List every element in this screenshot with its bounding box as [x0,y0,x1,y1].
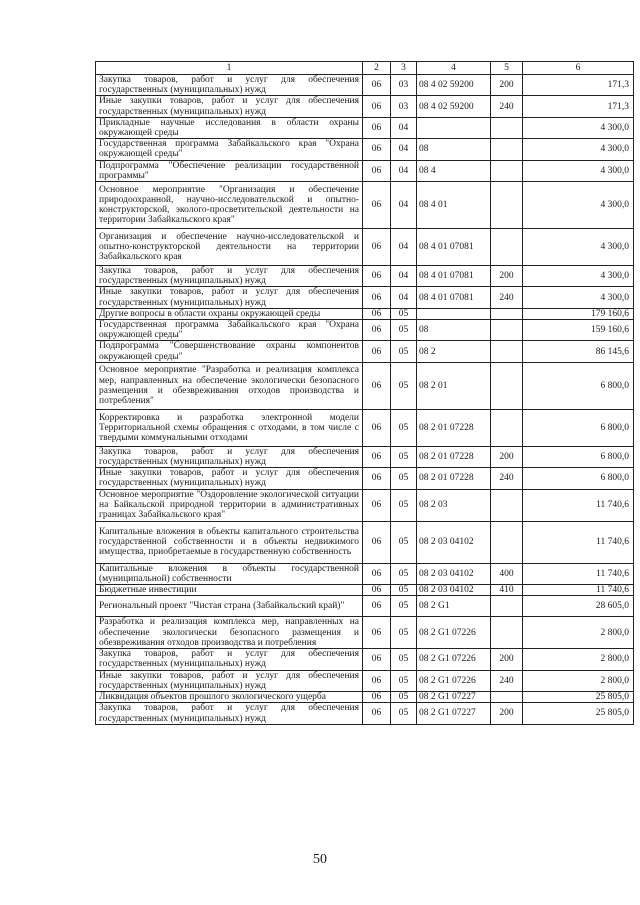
row-name-cell: Иные закупки товаров, работ и услуг для обеспечения государственных (муниципальных) нужд [96,468,363,489]
row-amount-cell: 171,3 [523,96,634,117]
row-amount-cell: 11 740,6 [523,489,634,521]
row-subsection-cell: 05 [391,468,417,489]
row-amount-cell: 6 800,0 [523,362,634,409]
row-target-code-cell: 08 2 G1 07227 [417,692,491,703]
row-target-code-cell: 08 2 G1 07226 [417,649,491,670]
row-expense-type-cell: 200 [491,703,523,724]
table-row [96,75,634,96]
row-expense-type-cell: 200 [491,266,523,287]
row-amount-cell: 25 805,0 [523,692,634,703]
row-section-cell: 06 [363,468,391,489]
row-section-cell: 06 [363,489,391,521]
row-name-cell: Организация и обеспечение научно-исследовательской и опытно-конструкторской деятельности на территории Забайкальского края [96,229,363,266]
row-subsection-cell: 04 [391,160,417,181]
row-section-cell: 06 [363,585,391,596]
row-name-cell: Другие вопросы в области охраны окружающей среды [96,308,363,319]
table-row [96,341,634,362]
table-row [96,521,634,563]
row-subsection-cell: 04 [391,287,417,308]
row-amount-cell: 2 800,0 [523,649,634,670]
row-name-cell: Государственная программа Забайкальского края "Охрана окружающей среды" [96,139,363,160]
row-subsection-cell: 03 [391,96,417,117]
row-target-code-cell: 08 4 02 59200 [417,75,491,96]
row-amount-cell: 4 300,0 [523,287,634,308]
row-subsection-cell: 05 [391,521,417,563]
row-name-cell: Закупка товаров, работ и услуг для обеспечения государственных (муниципальных) нужд [96,703,363,724]
row-expense-type-cell: 200 [491,446,523,467]
row-name-cell: Основное мероприятие "Оздоровление экологической ситуации на Байкальской природной территории в административных границах Забайкальского края" [96,489,363,521]
row-subsection-cell: 04 [391,266,417,287]
row-expense-type-cell [491,362,523,409]
row-target-code-cell: 08 2 01 07228 [417,446,491,467]
row-expense-type-cell: 410 [491,585,523,596]
row-target-code-cell: 08 [417,139,491,160]
table-row [96,670,634,691]
row-name-cell: Капитальные вложения в объекты капитального строительства государственной собственности и в объекты недвижимого имущества, приобретаемые в государственную собственность [96,521,363,563]
row-amount-cell: 171,3 [523,75,634,96]
row-subsection-cell: 05 [391,409,417,446]
row-section-cell: 06 [363,596,391,617]
row-target-code-cell: 08 2 01 07228 [417,468,491,489]
row-amount-cell: 11 740,6 [523,521,634,563]
row-name-cell: Закупка товаров, работ и услуг для обеспечения государственных (муниципальных) нужд [96,75,363,96]
row-amount-cell: 4 300,0 [523,229,634,266]
table-row [96,229,634,266]
row-name-cell: Основное мероприятие "Разработка и реализация комплекса мер, направленных на обеспечение экологически безопасного размещения и обезвреживания отходов производства и потребления" [96,362,363,409]
row-name-cell: Прикладные научные исследования в области охраны окружающей среды [96,117,363,138]
row-subsection-cell: 05 [391,341,417,362]
row-expense-type-cell [491,489,523,521]
row-amount-cell: 4 300,0 [523,266,634,287]
row-name-cell: Капитальные вложения в объекты государственной (муниципальной) собственности [96,563,363,584]
table-row [96,649,634,670]
row-section-cell: 06 [363,308,391,319]
table-row [96,468,634,489]
row-section-cell: 06 [363,703,391,724]
row-section-cell: 06 [363,75,391,96]
row-expense-type-cell [491,521,523,563]
table-row [96,96,634,117]
row-name-cell: Подпрограмма "Совершенствование охраны компонентов окружающей среды" [96,341,363,362]
row-name-cell: Региональный проект "Чистая страна (Забайкальский край)" [96,596,363,617]
table-row [96,287,634,308]
row-target-code-cell: 08 2 01 [417,362,491,409]
row-subsection-cell: 03 [391,75,417,96]
row-subsection-cell: 05 [391,649,417,670]
table-row [96,596,634,617]
row-section-cell: 06 [363,563,391,584]
row-target-code-cell: 08 2 03 04102 [417,585,491,596]
row-subsection-cell: 04 [391,139,417,160]
table-row [96,446,634,467]
row-target-code-cell: 08 4 01 [417,182,491,229]
budget-table [95,61,634,725]
row-amount-cell: 86 145,6 [523,341,634,362]
header-cell: 3 [391,62,417,75]
row-section-cell: 06 [363,160,391,181]
row-amount-cell: 28 605,0 [523,596,634,617]
row-subsection-cell: 05 [391,362,417,409]
row-expense-type-cell [491,409,523,446]
row-name-cell: Государственная программа Забайкальского края "Охрана окружающей среды" [96,320,363,341]
row-section-cell: 06 [363,117,391,138]
header-cell: 2 [363,62,391,75]
row-name-cell: Иные закупки товаров, работ и услуг для обеспечения государственных (муниципальных) нужд [96,670,363,691]
row-target-code-cell: 08 2 [417,341,491,362]
row-subsection-cell: 04 [391,117,417,138]
row-subsection-cell: 05 [391,692,417,703]
row-expense-type-cell [491,308,523,319]
row-section-cell: 06 [363,692,391,703]
row-section-cell: 06 [363,182,391,229]
table-row [96,182,634,229]
row-expense-type-cell [491,320,523,341]
header-cell: 1 [96,62,363,75]
row-section-cell: 06 [363,446,391,467]
row-expense-type-cell: 240 [491,468,523,489]
table-row [96,617,634,649]
row-target-code-cell: 08 4 [417,160,491,181]
row-name-cell: Разработка и реализация комплекса мер, направленных на обеспечение экологически безопасного размещения и обезвреживания отходов производства и потребления [96,617,363,649]
row-target-code-cell: 08 2 03 04102 [417,521,491,563]
row-target-code-cell: 08 2 03 04102 [417,563,491,584]
row-name-cell: Ликвидация объектов прошлого экологического ущерба [96,692,363,703]
row-subsection-cell: 05 [391,446,417,467]
row-expense-type-cell: 240 [491,96,523,117]
row-section-cell: 06 [363,266,391,287]
table-row [96,585,634,596]
row-name-cell: Закупка товаров, работ и услуг для обеспечения государственных (муниципальных) нужд [96,266,363,287]
table-row [96,703,634,724]
page-number: 50 [313,852,327,867]
row-section-cell: 06 [363,139,391,160]
table-row [96,489,634,521]
row-subsection-cell: 05 [391,670,417,691]
row-section-cell: 06 [363,362,391,409]
row-amount-cell: 159 160,6 [523,320,634,341]
row-target-code-cell: 08 2 01 07228 [417,409,491,446]
row-target-code-cell: 08 2 G1 [417,596,491,617]
row-expense-type-cell [491,229,523,266]
table-row [96,563,634,584]
row-amount-cell: 11 740,6 [523,563,634,584]
row-target-code-cell [417,117,491,138]
row-amount-cell: 25 805,0 [523,703,634,724]
row-subsection-cell: 05 [391,308,417,319]
row-subsection-cell: 05 [391,585,417,596]
header-cell: 5 [491,62,523,75]
row-name-cell: Основное мероприятие "Организация и обеспечение природоохранной, научно-исследовательской и опытно-конструкторской, эколого-просветительской деятельности на территории Забайкальского края" [96,182,363,229]
row-target-code-cell [417,308,491,319]
row-expense-type-cell: 240 [491,287,523,308]
row-expense-type-cell [491,617,523,649]
row-amount-cell: 179 160,6 [523,308,634,319]
table-row [96,160,634,181]
row-amount-cell: 4 300,0 [523,160,634,181]
row-section-cell: 06 [363,670,391,691]
row-name-cell: Подпрограмма "Обеспечение реализации государственной программы" [96,160,363,181]
table-row [96,308,634,319]
header-cell: 6 [523,62,634,75]
row-subsection-cell: 05 [391,703,417,724]
row-subsection-cell: 04 [391,182,417,229]
table-row [96,320,634,341]
table-row [96,139,634,160]
row-expense-type-cell [491,692,523,703]
header-cell: 4 [417,62,491,75]
row-target-code-cell: 08 4 02 59200 [417,96,491,117]
row-amount-cell: 6 800,0 [523,446,634,467]
row-name-cell: Корректировка и разработка электронной модели Территориальной схемы обращения с отходами, в том числе с твердыми коммунальными отходами [96,409,363,446]
row-target-code-cell: 08 2 G1 07227 [417,703,491,724]
row-expense-type-cell [491,160,523,181]
row-name-cell: Иные закупки товаров, работ и услуг для обеспечения государственных (муниципальных) нужд [96,287,363,308]
row-expense-type-cell: 400 [491,563,523,584]
row-amount-cell: 4 300,0 [523,182,634,229]
table-row [96,362,634,409]
table-row [96,117,634,138]
row-section-cell: 06 [363,617,391,649]
row-section-cell: 06 [363,287,391,308]
table-header-row [96,62,634,75]
row-subsection-cell: 05 [391,563,417,584]
budget-table-body [96,62,634,725]
row-amount-cell: 11 740,6 [523,585,634,596]
row-section-cell: 06 [363,409,391,446]
row-target-code-cell: 08 4 01 07081 [417,266,491,287]
row-name-cell: Закупка товаров, работ и услуг для обеспечения государственных (муниципальных) нужд [96,446,363,467]
row-target-code-cell: 08 4 01 07081 [417,287,491,308]
row-subsection-cell: 05 [391,596,417,617]
row-section-cell: 06 [363,521,391,563]
row-amount-cell: 2 800,0 [523,617,634,649]
row-amount-cell: 4 300,0 [523,139,634,160]
row-expense-type-cell [491,117,523,138]
row-target-code-cell: 08 2 03 [417,489,491,521]
row-expense-type-cell: 200 [491,649,523,670]
row-target-code-cell: 08 2 G1 07226 [417,617,491,649]
row-target-code-cell: 08 [417,320,491,341]
table-row [96,692,634,703]
row-target-code-cell: 08 2 G1 07226 [417,670,491,691]
row-amount-cell: 2 800,0 [523,670,634,691]
row-amount-cell: 6 800,0 [523,468,634,489]
row-subsection-cell: 05 [391,617,417,649]
row-name-cell: Иные закупки товаров, работ и услуг для обеспечения государственных (муниципальных) нужд [96,96,363,117]
table-row [96,409,634,446]
row-expense-type-cell [491,596,523,617]
row-section-cell: 06 [363,320,391,341]
row-expense-type-cell [491,182,523,229]
row-name-cell: Бюджетные инвестиции [96,585,363,596]
table-row [96,266,634,287]
row-section-cell: 06 [363,96,391,117]
row-expense-type-cell [491,139,523,160]
row-name-cell: Закупка товаров, работ и услуг для обеспечения государственных (муниципальных) нужд [96,649,363,670]
row-subsection-cell: 05 [391,489,417,521]
row-section-cell: 06 [363,649,391,670]
row-section-cell: 06 [363,341,391,362]
row-amount-cell: 6 800,0 [523,409,634,446]
row-section-cell: 06 [363,229,391,266]
row-amount-cell: 4 300,0 [523,117,634,138]
row-expense-type-cell: 240 [491,670,523,691]
row-expense-type-cell [491,341,523,362]
row-expense-type-cell: 200 [491,75,523,96]
row-target-code-cell: 08 4 01 07081 [417,229,491,266]
row-subsection-cell: 05 [391,320,417,341]
row-subsection-cell: 04 [391,229,417,266]
